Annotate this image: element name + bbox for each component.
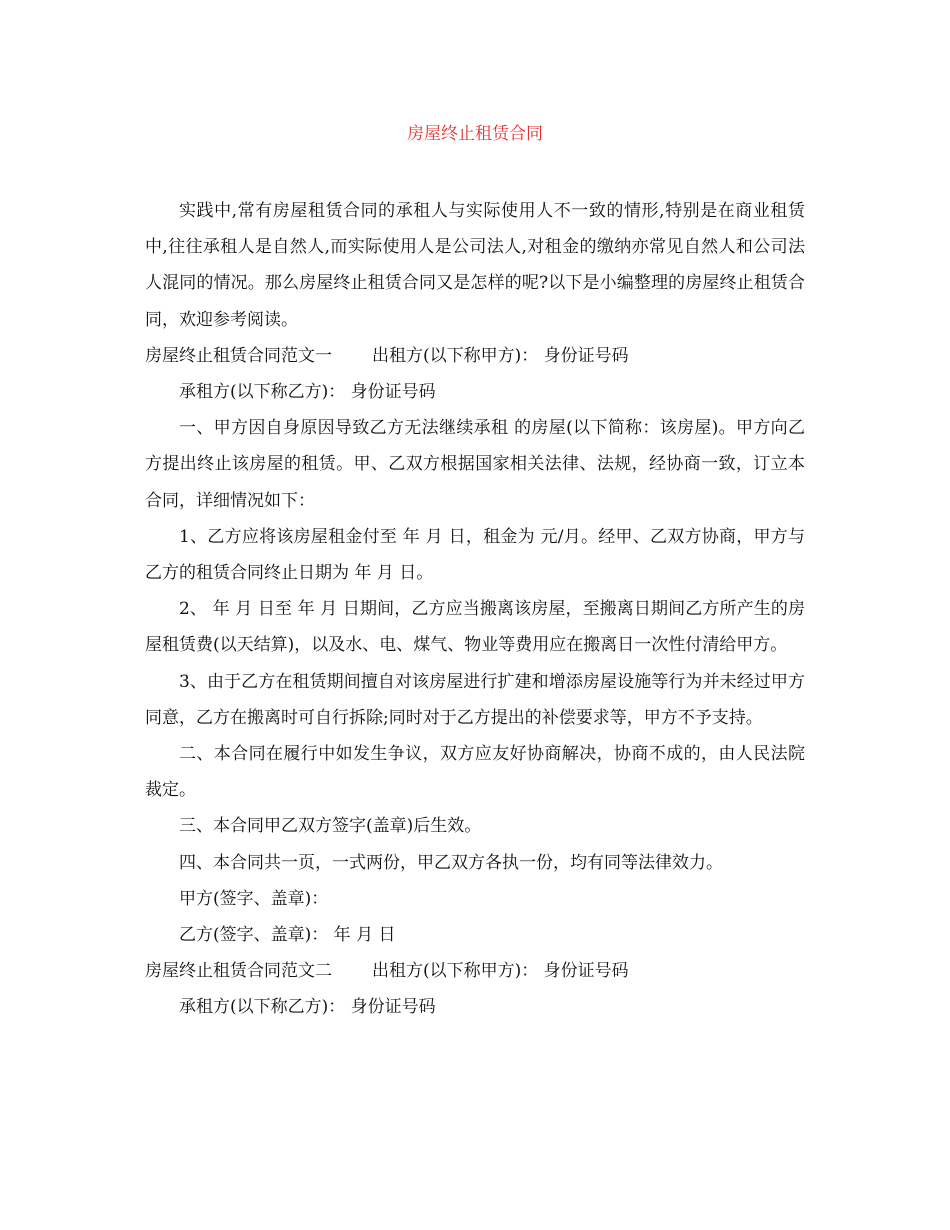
sample1-item-1: 1、乙方应将该房屋租金付至 年 月 日，租金为 元/月。经甲、乙双方协商，甲方与乙方的租赁合同终止日期为 年 月 日。 bbox=[145, 526, 805, 584]
sample1-party-b-signature: 乙方(签字、盖章)： 年 月 日 bbox=[179, 925, 396, 946]
sample1-lessor: 出租方(以下称甲方)： 身份证号码 bbox=[372, 345, 629, 366]
sample1-header-line bbox=[145, 338, 805, 374]
sample1-clause-2: 二、本合同在履行中如发生争议，双方应友好协商解决，协商不成的，由人民法院裁定。 bbox=[145, 744, 805, 801]
sample1-clause-3: 三、本合同甲乙双方签字(盖章)后生效。 bbox=[179, 816, 482, 837]
sample1-lessee: 承租方(以下称乙方)： 身份证号码 bbox=[179, 382, 436, 403]
document-title: 房屋终止租赁合同 bbox=[407, 124, 543, 144]
sample2-heading: 房屋终止租赁合同范文二 bbox=[145, 961, 332, 982]
sample1-party-a-signature: 甲方(签字、盖章)： bbox=[179, 888, 329, 909]
sample2-lessee: 承租方(以下称乙方)： 身份证号码 bbox=[179, 997, 436, 1018]
intro-paragraph: 实践中,常有房屋租赁合同的承租人与实际使用人不一致的情形,特别是在商业租赁中,往往承租人是自然人,而实际使用人是公司法人,对租金的缴纳亦常见自然人和公司法人混同的情况。那么房屋终止租赁合同又是怎样的呢?以下是小编整理的房屋终止租赁合同，欢迎参考阅读。 bbox=[145, 201, 805, 330]
sample1-heading: 房屋终止租赁合同范文一 bbox=[145, 345, 332, 366]
sample1-item-3: 3、由于乙方在租赁期间擅自对该房屋进行扩建和增添房屋设施等行为并未经过甲方同意，乙方在搬离时可自行拆除;同时对于乙方提出的补偿要求等，甲方不予支持。 bbox=[145, 671, 805, 728]
document-body bbox=[145, 193, 805, 1026]
sample2-lessor: 出租方(以下称甲方)： 身份证号码 bbox=[372, 961, 629, 982]
sample2-header-line bbox=[145, 953, 805, 989]
sample1-clause-1: 一、甲方因自身原因导致乙方无法继续承租 的房屋(以下简称：该房屋)。甲方向乙方提出终止该房屋的租赁。甲、乙双方根据国家相关法律、法规，经协商一致，订立本合同，详细情况如下： bbox=[145, 418, 805, 511]
sample1-item-2: 2、 年 月 日至 年 月 日期间，乙方应当搬离该房屋，至搬离日期间乙方所产生的房屋租赁费(以天结算)，以及水、电、煤气、物业等费用应在搬离日一次性付清给甲方。 bbox=[145, 599, 805, 656]
sample1-clause-4: 四、本合同共一页，一式两份，甲乙双方各执一份，均有同等法律效力。 bbox=[179, 852, 723, 873]
